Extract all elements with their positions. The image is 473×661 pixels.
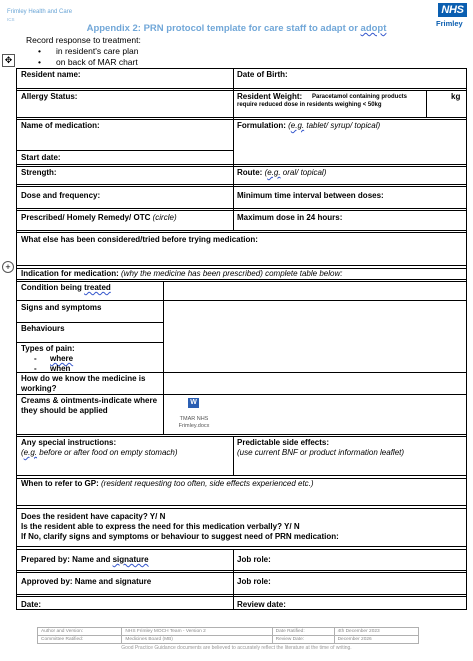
date-label: Date: — [21, 600, 42, 609]
bullet-care-plan: • in resident's care plan — [38, 46, 138, 57]
prepared-by-label: Prepared by: Name and signature — [21, 555, 149, 564]
dose-frequency-label: Dose and frequency: — [21, 191, 101, 200]
pain-where: where — [50, 354, 74, 363]
resident-name-label: Resident name: — [21, 70, 81, 79]
signs-symptoms-label: Signs and symptoms — [21, 303, 102, 312]
condition-label: Condition being treated — [21, 283, 111, 292]
indication-label: Indication for medication: (why the medicine has been prescribed) complete table below: — [21, 269, 343, 278]
types-of-pain-label: Types of pain: — [21, 344, 75, 353]
move-icon[interactable]: ✥ — [2, 54, 15, 67]
pain-when: when — [50, 364, 71, 373]
word-document-icon[interactable]: W — [188, 398, 199, 408]
review-date-label: Review date: — [237, 600, 286, 609]
weight-note: Paracetamol containing products require reduced dose in residents weighing < 50kg — [237, 94, 408, 108]
min-interval-label: Minimum time interval between doses: — [237, 191, 384, 200]
footer-note: Good Practice Guidance documents are believed to accurately reflect the literature at the time of writing. — [121, 645, 352, 651]
nhs-trust-name: Frimley — [436, 19, 463, 28]
table-row: Committee Ratified: Medicines Board (MB) Review Date: December 2026 — [38, 636, 419, 644]
express-need-question: Is the resident able to express the need for this medication verbally? Y/ N — [21, 522, 300, 531]
job-role-label-2: Job role: — [237, 577, 271, 586]
side-effects-hint: (use current BNF or product information leaflet) — [237, 448, 405, 457]
if-no-instruction: If No, clarify signs and symptoms or behaviour to suggest need of PRN medication: — [21, 532, 339, 541]
page-title: Appendix 2: PRN protocol template for care staff to adapt or adopt — [86, 23, 387, 34]
name-of-medication-label: Name of medication: — [21, 121, 100, 130]
what-else-label: What else has been considered/tried before trying medication: — [21, 235, 258, 244]
footer-table — [37, 627, 419, 644]
date-of-birth-label: Date of Birth: — [237, 70, 288, 79]
weight-unit: kg — [451, 92, 461, 101]
embedded-doc-caption: TMAR NHS Frimley.docx — [178, 416, 210, 429]
behaviours-label: Behaviours — [21, 324, 65, 333]
org-sub: ICS — [7, 17, 15, 22]
record-response-text: Record response to treatment: — [26, 35, 141, 45]
special-instructions-label: Any special instructions: — [21, 438, 117, 447]
refer-gp-label: When to refer to GP: (resident requesting too often, side effects experienced etc.) — [21, 479, 314, 488]
add-row-icon[interactable]: + — [2, 261, 14, 273]
resident-weight-label: Resident Weight: — [237, 92, 303, 101]
allergy-status-label: Allergy Status: — [21, 92, 78, 101]
table-row: Author and Version: NHS Frimley MOCH Team - Version 2 Date Ratified: 4th December 2023 — [38, 628, 419, 636]
formulation-label: Formulation: (e.g. tablet/ syrup/ topical) — [237, 121, 381, 130]
capacity-question: Does the resident have capacity? Y/ N — [21, 512, 166, 521]
special-instructions-hint: (e.g. before or after food on empty stomach) — [21, 448, 178, 457]
bullet-mar-chart: • on back of MAR chart — [38, 57, 138, 68]
creams-label: Creams & ointments-indicate where they should be applied — [21, 396, 158, 415]
approved-by-label: Approved by: Name and signature — [21, 577, 152, 586]
max-dose-label: Maximum dose in 24 hours: — [237, 213, 343, 222]
nhs-logo: NHS — [438, 3, 467, 17]
prescribed-label: Prescribed/ Homely Remedy/ OTC (circle) — [21, 213, 177, 222]
org-name: Frimley Health and Care — [7, 9, 73, 15]
start-date-label: Start date: — [21, 153, 61, 162]
side-effects-label: Predictable side effects: — [237, 438, 330, 447]
org-logo-text — [7, 9, 72, 23]
route-label: Route: (e.g. oral/ topical) — [237, 168, 327, 177]
job-role-label-1: Job role: — [237, 555, 271, 564]
strength-label: Strength: — [21, 168, 57, 177]
how-know-label: How do we know the medicine is working? — [21, 374, 146, 393]
